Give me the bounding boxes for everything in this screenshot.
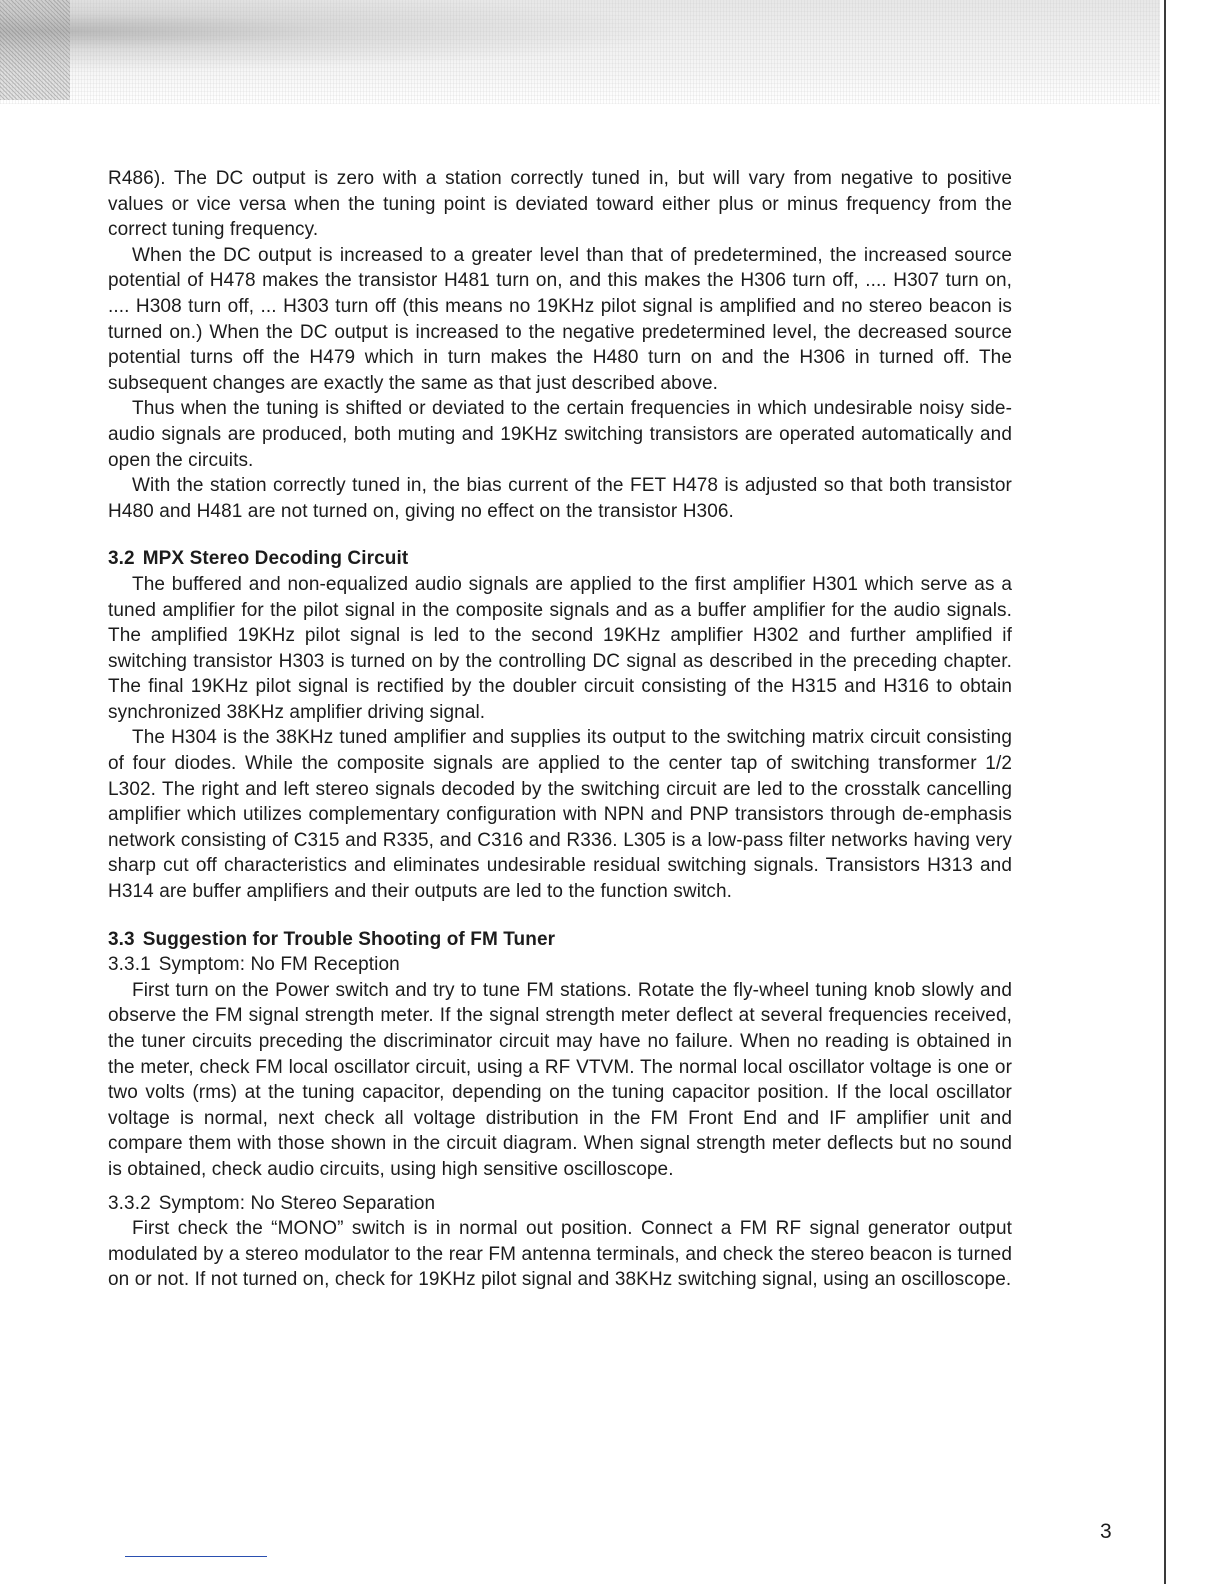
section-heading <box>108 927 1012 953</box>
paragraph: First turn on the Power switch and try to tune FM stations. Rotate the fly-wheel tuning knob slowly and observe the FM signal strength meter. If the signal strength meter deflect at several frequencies received, the tuner circuits preceding the discriminator circuit may have no failure. When no reading is obtained in the meter, check FM local oscillator circuit, using a RF VTVM. The normal local oscillator voltage is one or two volts (rms) at the tuning capacitor, depending on the tuning capacitor position. If the local oscillator voltage is normal, next check all voltage distribution in the FM Front End and IF amplifier unit and compare them with those shown in the circuit diagram. When signal strength meter deflects but no sound is obtained, check audio circuits, using high sensitive oscilloscope. <box>108 979 1012 1180</box>
subsection-number: 3.3.2 <box>108 1192 151 1214</box>
subsection-title: Symptom: No FM Reception <box>158 954 400 976</box>
paragraph: First check the “MONO” switch is in normal out position. Connect a FM RF signal generator output modulated by a stereo modulator to the rear FM antenna terminals, and check the stereo beacon is turned on or not. If not turned on, check for 19KHz pilot signal and 38KHz switching signal, using an oscilloscope. <box>108 1218 1012 1291</box>
intro-block <box>108 166 1012 524</box>
subsection-title: Symptom: No Stereo Separation <box>158 1192 436 1214</box>
paragraph: With the station correctly tuned in, the bias current of the FET H478 is adjusted so that both transistor H480 and H481 are not turned on, giving no effect on the transistor H306. <box>108 475 1012 522</box>
subsection-number: 3.3.1 <box>108 954 151 976</box>
paragraph: R486). The DC output is zero with a station correctly tuned in, but will vary from negative to positive values or vice versa when the tuning point is deviated toward either plus or minus frequency from the correct tuning frequency. <box>108 168 1012 241</box>
page-edge-line <box>1164 0 1166 1584</box>
section-title: MPX Stereo Decoding Circuit <box>142 548 409 570</box>
scan-artifact-top <box>0 0 1160 104</box>
page-number: 3 <box>1100 1520 1112 1543</box>
paragraph: The buffered and non-equalized audio signals are applied to the first amplifier H301 which serve as a tuned amplifier for the pilot signal in the composite signals and as a buffer amplifier for the audio signals. The amplified 19KHz pilot signal is led to the second 19KHz amplifier H302 and further amplified if switching transistor H303 is turned on by the controlling DC signal as described in the preceding chapter. The final 19KHz pilot signal is rectified by the doubler circuit consisting of the H315 and H316 to obtain synchronized 38KHz amplifier driving signal. <box>108 573 1012 723</box>
section-3-2 <box>108 546 1012 904</box>
subsection-heading <box>108 952 1012 978</box>
paragraph: When the DC output is increased to a greater level than that of predetermined, the increased source potential of H478 makes the transistor H481 turn on, and this makes the H306 turn off, .... H307 turn on, .... H308 turn off, ... H303 turn off (this means no 19KHz pilot signal is amplified and no stereo beacon is turned on.) When the DC output is increased to the negative predetermined level, the decreased source potential turns off the H479 which in turn makes the H480 turn on and the H306 in turned off. The subsequent changes are exactly the same as that just described above. <box>108 244 1012 394</box>
paragraph: Thus when the tuning is shifted or deviated to the certain frequencies in which undesirable noisy side-audio signals are produced, both muting and 19KHz switching transistors are operated automatically and open the circuits. <box>108 398 1012 471</box>
subsection-heading <box>108 1191 1012 1217</box>
bottom-rule <box>125 1556 267 1557</box>
document-body <box>108 166 1012 1293</box>
section-number: 3.3 <box>108 928 135 950</box>
paragraph: The H304 is the 38KHz tuned amplifier and supplies its output to the switching matrix circuit consisting of four diodes. While the composite signals are applied to the center tap of switching transformer 1/2 L302. The right and left stereo signals decoded by the switching circuit are led to the crosstalk cancelling amplifier which utilizes complementary configuration with NPN and PNP transistors through de-emphasis network consisting of C315 and R335, and C316 and R336. L305 is a low-pass filter networks having very sharp cut off characteristics and eliminates undesirable residual switching signals. Transistors H313 and H314 are buffer amplifiers and their outputs are led to the function switch. <box>108 727 1012 903</box>
section-title: Suggestion for Trouble Shooting of FM Tuner <box>142 928 556 950</box>
section-3-3 <box>108 927 1012 1293</box>
section-heading <box>108 546 1012 572</box>
scan-artifact-corner <box>0 0 70 100</box>
section-number: 3.2 <box>108 548 135 570</box>
